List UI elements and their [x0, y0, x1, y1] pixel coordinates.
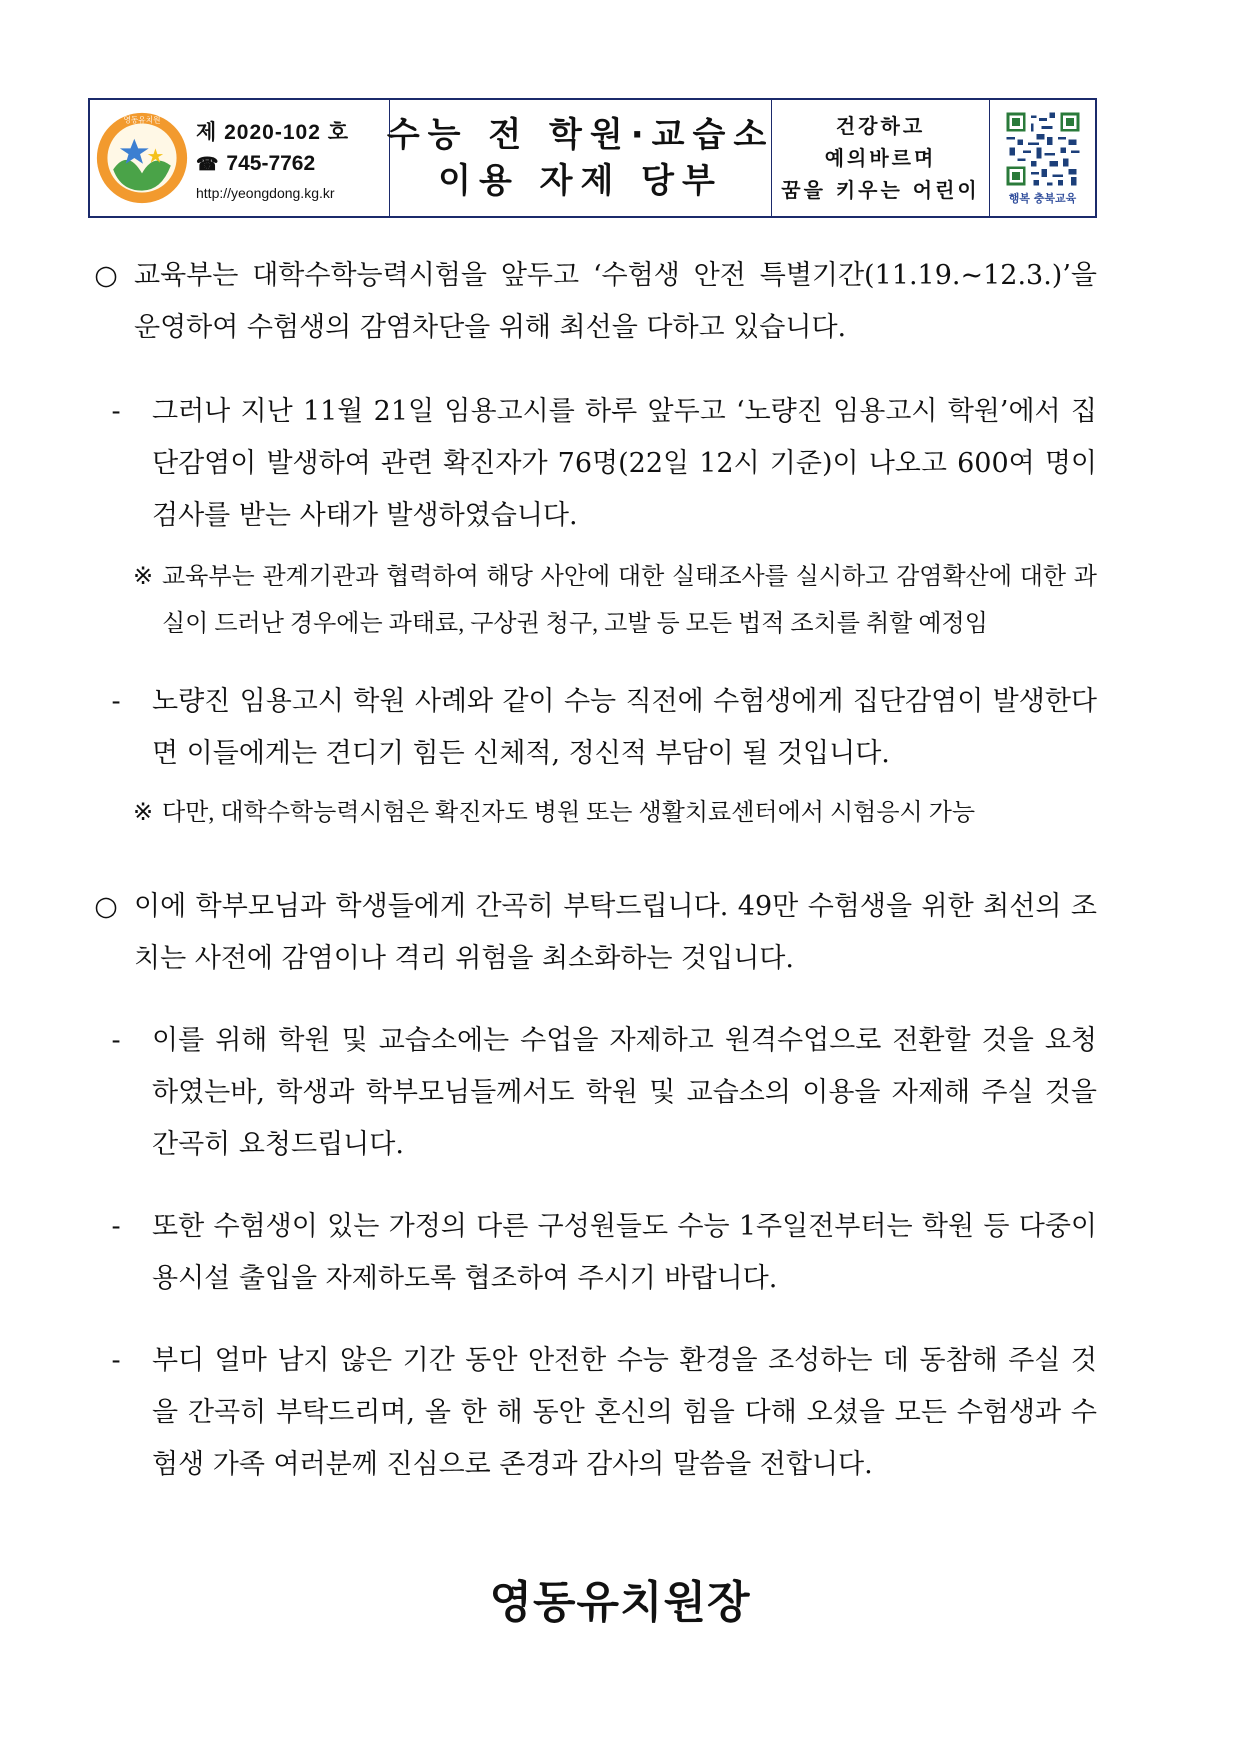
paragraph-text: 노량진 임용고시 학원 사례와 같이 수능 직전에 수험생에게 집단감염이 발생한다면 이들에게는 견디기 힘든 신체적, 정신적 부담이 될 것입니다. — [152, 686, 1097, 769]
notice-body — [88, 250, 1097, 1491]
issue-number: 제 2020-102 호 — [196, 120, 349, 144]
newsletter-header — [88, 98, 1097, 218]
paragraph-text: 부디 얼마 남지 않은 기간 동안 안전한 수능 환경을 조성하는 데 동참해 주실 것을 간곡히 부탁드리며, 올 한 해 동안 혼신의 힘을 다해 오셨을 모든 수험생과 수험생 가족 여러분께 진심으로 존경과 감사의 말씀을 전합니다. — [152, 1345, 1097, 1480]
paragraph-6 — [102, 1201, 1097, 1305]
phone-icon: ☎ — [196, 153, 219, 174]
paragraph-text: 이를 위해 학원 및 교습소에는 수업을 자제하고 원격수업으로 전환할 것을 요청하였는바, 학생과 학부모님들께서도 학원 및 교습소의 이용을 자제해 주실 것을 간곡히 요청드립니다. — [152, 1025, 1097, 1160]
signature: 영동유치원장 — [489, 1577, 751, 1628]
paragraph-text: 또한 수험생이 있는 가정의 다른 구성원들도 수능 1주일전부터는 학원 등 다중이용시설 출입을 자제하도록 협조하여 주시기 바랍니다. — [152, 1211, 1097, 1294]
circle-bullet: ○ — [94, 891, 118, 922]
dash-bullet: - — [111, 1345, 121, 1376]
page-title-line1: 수능 전 학원·교습소 — [386, 115, 775, 155]
dash-bullet: - — [111, 686, 121, 717]
qr-code-icon[interactable] — [993, 110, 1093, 188]
school-logo — [94, 110, 190, 206]
qr-cell — [990, 100, 1095, 216]
paragraph-7 — [102, 1335, 1097, 1491]
note-2 — [128, 790, 1097, 837]
reference-mark: ※ — [132, 564, 154, 590]
title-cell — [386, 100, 775, 216]
paragraph-text: 교육부는 대학수학능력시험을 앞두고 ‘수험생 안전 특별기간(11.19.~12.3.)’을 운영하여 수험생의 감염차단을 위해 최선을 다하고 있습니다. — [134, 260, 1097, 343]
motto-line1: 건강하고 — [835, 114, 926, 138]
qr-caption: 행복 충북교육 — [1008, 192, 1077, 205]
school-url[interactable]: http://yeongdong.kg.kr — [196, 184, 335, 201]
paragraph-3 — [102, 676, 1097, 780]
note-text: 교육부는 관계기관과 협력하여 해당 사안에 대한 실태조사를 실시하고 감염확산에 대한 과실이 드러난 경우에는 과태료, 구상권 청구, 고발 등 모든 법적 조치를 취할 예정임 — [162, 564, 1097, 637]
reference-mark: ※ — [132, 800, 154, 826]
phone-number: 745-7762 — [226, 151, 316, 175]
note-1 — [128, 554, 1097, 648]
dash-bullet: - — [111, 1211, 121, 1242]
dash-bullet: - — [111, 1025, 121, 1056]
paragraph-5 — [102, 1015, 1097, 1171]
page-title-line2: 이용 자제 당부 — [438, 161, 723, 201]
phone-line — [196, 152, 349, 176]
motto-line3: 꿈을 키우는 어린이 — [781, 178, 980, 202]
dash-bullet: - — [111, 396, 121, 427]
circle-bullet: ○ — [94, 260, 118, 291]
school-info-cell — [90, 100, 390, 216]
paragraph-2 — [102, 386, 1097, 542]
paragraph-4 — [88, 881, 1097, 985]
note-text: 다만, 대학수학능력시험은 확진자도 병원 또는 생활치료센터에서 시험응시 가능 — [162, 800, 976, 826]
motto-line2: 예의바르며 — [824, 146, 937, 170]
paragraph-1 — [88, 250, 1097, 354]
motto-cell — [772, 100, 990, 216]
issue-info — [196, 116, 349, 201]
paragraph-text: 그러나 지난 11월 21일 임용고시를 하루 앞두고 ‘노량진 임용고시 학원’에서 집단감염이 발생하여 관련 확진자가 76명(22일 12시 기준)이 나오고 600여 명이 검사를 받는 사태가 발생하였습니다. — [152, 396, 1097, 531]
paragraph-text: 이에 학부모님과 학생들에게 간곡히 부탁드립니다. 49만 수험생을 위한 최선의 조치는 사전에 감염이나 격리 위험을 최소화하는 것입니다. — [134, 891, 1097, 974]
logo-text: 영동유치원 — [123, 115, 161, 125]
